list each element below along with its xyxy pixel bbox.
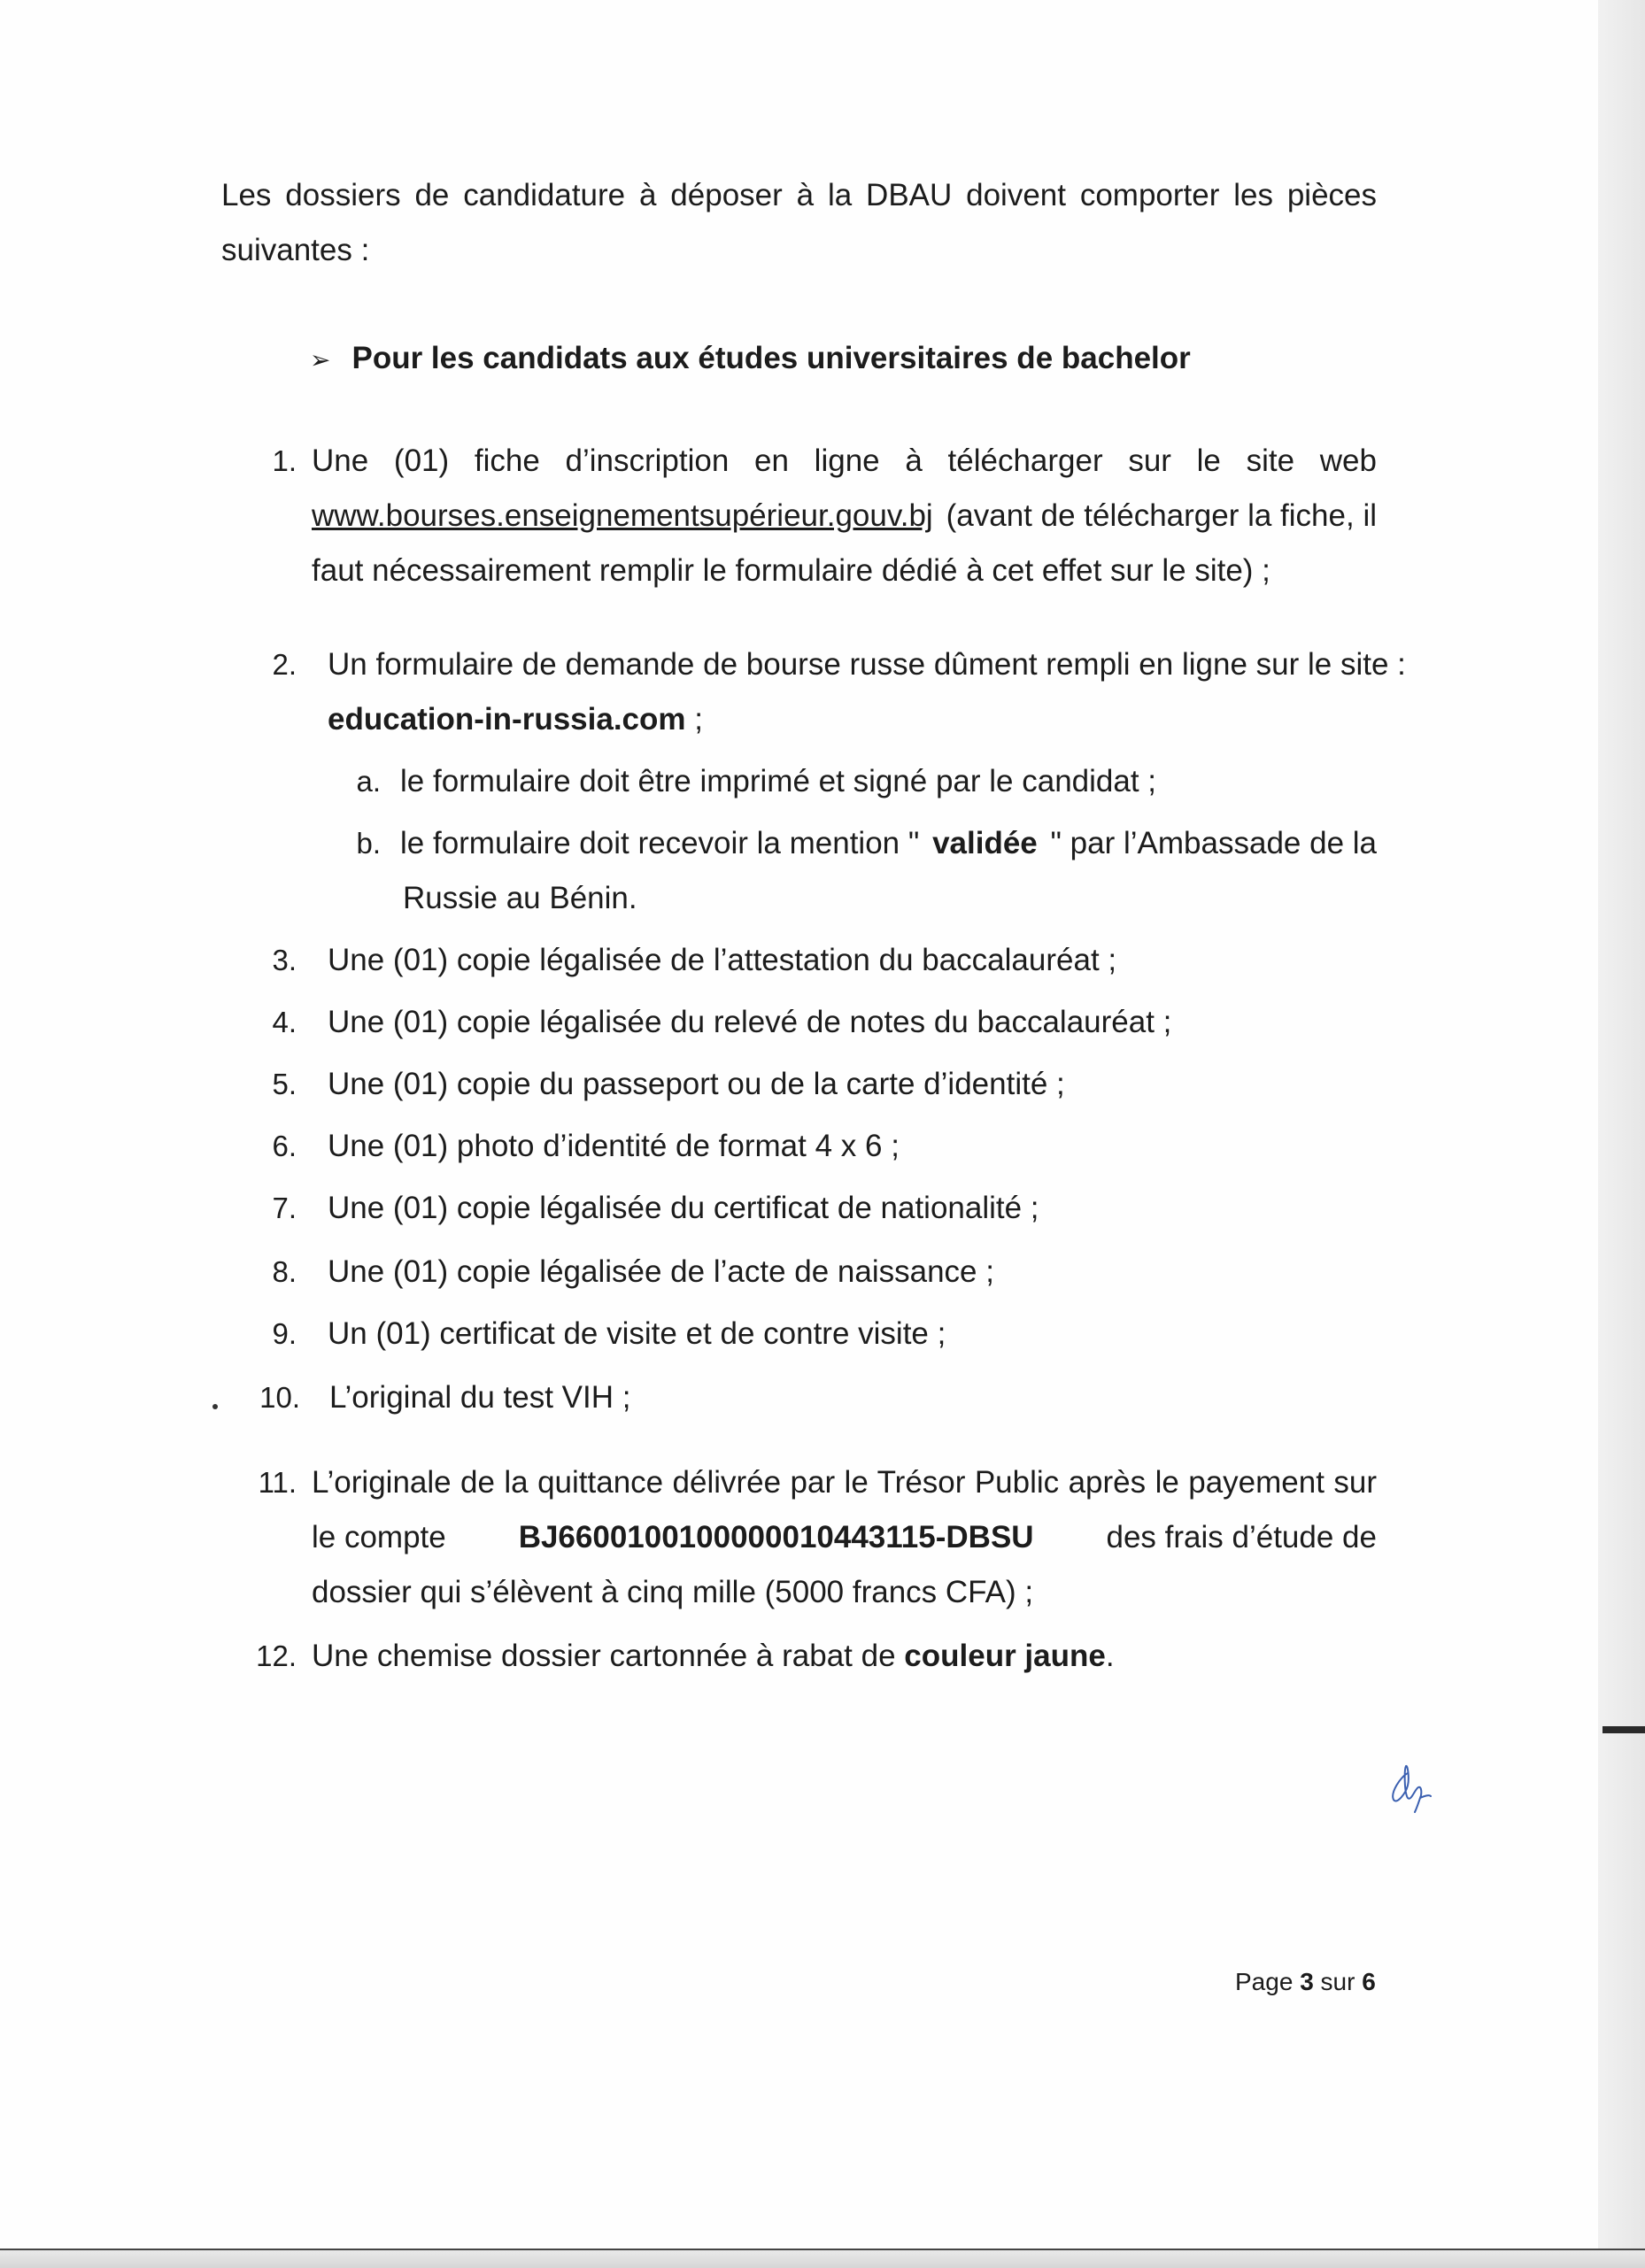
subitem-b-line-2: Russie au Bénin. [403,881,637,915]
subitem-letter: b. [356,827,381,860]
item-number: 3. [272,944,297,976]
item-5-text: Une (01) copie du passeport ou de la carte d’identité ; [328,1067,1065,1101]
handwritten-initials [1381,1757,1443,1819]
website-link[interactable]: www.bourses.enseignementsupérieur.gouv.bj [312,498,933,533]
item-number: 8. [272,1255,297,1288]
russia-site: education-in-russia.com [328,702,686,737]
page-footer [1235,1962,1376,2002]
item-3-text: Une (01) copie légalisée de l’attestation du baccalauréat ; [328,943,1117,977]
item-1-line-3: faut nécessairement remplir le formulaire dédié à cet effet sur le site) ; [312,553,1270,588]
scan-edge-mark [1603,1726,1645,1733]
section-heading-text: Pour les candidats aux études universitaires de bachelor [351,341,1191,375]
intro-line-2: suivantes : [221,233,370,267]
item-number: 6. [272,1130,297,1162]
item-12-pre: Une chemise dossier cartonnée à rabat de [312,1639,905,1673]
item-1-line-2-rest: (avant de télécharger la fiche, il [937,498,1377,533]
scan-edge-bottom [0,2249,1645,2268]
validee-word: validée [932,826,1038,860]
item-number: 1. [272,444,297,477]
arrow-bullet-icon: ➢ [310,346,331,374]
item-number: 2. [272,648,297,681]
item-2-line-1: Un formulaire de demande de bourse russe dûment rempli en ligne sur le site : [328,647,1406,682]
item-4-text: Une (01) copie légalisée du relevé de notes du baccalauréat ; [328,1005,1172,1039]
intro-line-1: Les dossiers de candidature à déposer à la DBAU doivent comporter les pièces [221,178,1377,212]
scan-edge-right [1598,0,1645,2266]
total-pages-number: 6 [1362,1968,1376,1995]
account-number: BJ6600100100000010443115-DBSU [518,1520,1034,1554]
subitem-a-text: le formulaire doit être imprimé et signé par le candidat ; [400,764,1157,798]
subitem-letter: a. [356,765,381,798]
item-11-line-2 [312,1510,1377,1565]
item-number: 5. [272,1068,297,1100]
item-number: 4. [272,1006,297,1038]
item-1-line-1: Une (01) fiche d’inscription en ligne à télécharger sur le site web [312,444,1377,478]
yellow-colour-phrase: couleur jaune [904,1639,1106,1673]
item-2-line-2 [328,692,703,747]
item-12-text [312,1629,1115,1684]
item-number: 7. [272,1192,297,1224]
item-6-text: Une (01) photo d’identité de format 4 x 6 ; [328,1129,900,1163]
item-number: 12. [256,1639,297,1672]
item-number: 9. [272,1317,297,1350]
item-11-line-3: dossier qui s’élèvent à cinq mille (5000 francs CFA) ; [312,1575,1034,1609]
item-9-text: Un (01) certificat de visite et de contre visite ; [328,1316,946,1351]
section-heading [310,331,1191,388]
footer-page-word: Page [1235,1968,1294,1995]
item-11-line-2-pre: le compte [312,1520,446,1554]
item-12-post: . [1105,1639,1115,1673]
item-number: 10. [259,1381,300,1414]
item-1-line-2 [312,489,1377,544]
item-11-line-2-post: des frais d’étude de [1106,1520,1377,1554]
item-10-text: L’original du test VIH ; [329,1380,631,1415]
footer-of-word: sur [1320,1968,1355,1995]
item-8-text: Une (01) copie légalisée de l’acte de naissance ; [328,1254,994,1289]
item-11-line-1: L’originale de la quittance délivrée par le Trésor Public après le payement sur [312,1465,1377,1500]
item-number: 11. [258,1466,297,1499]
subitem-b-line-1 [400,816,1377,871]
item-2-site-suffix: ; [685,702,703,737]
subitem-b-pre: le formulaire doit recevoir la mention " [400,826,929,860]
subitem-b-post: " par l’Ambassade de la [1041,826,1377,860]
stray-dot [212,1404,218,1409]
item-7-text: Une (01) copie légalisée du certificat de nationalité ; [328,1191,1039,1225]
current-page-number: 3 [1300,1968,1314,1995]
